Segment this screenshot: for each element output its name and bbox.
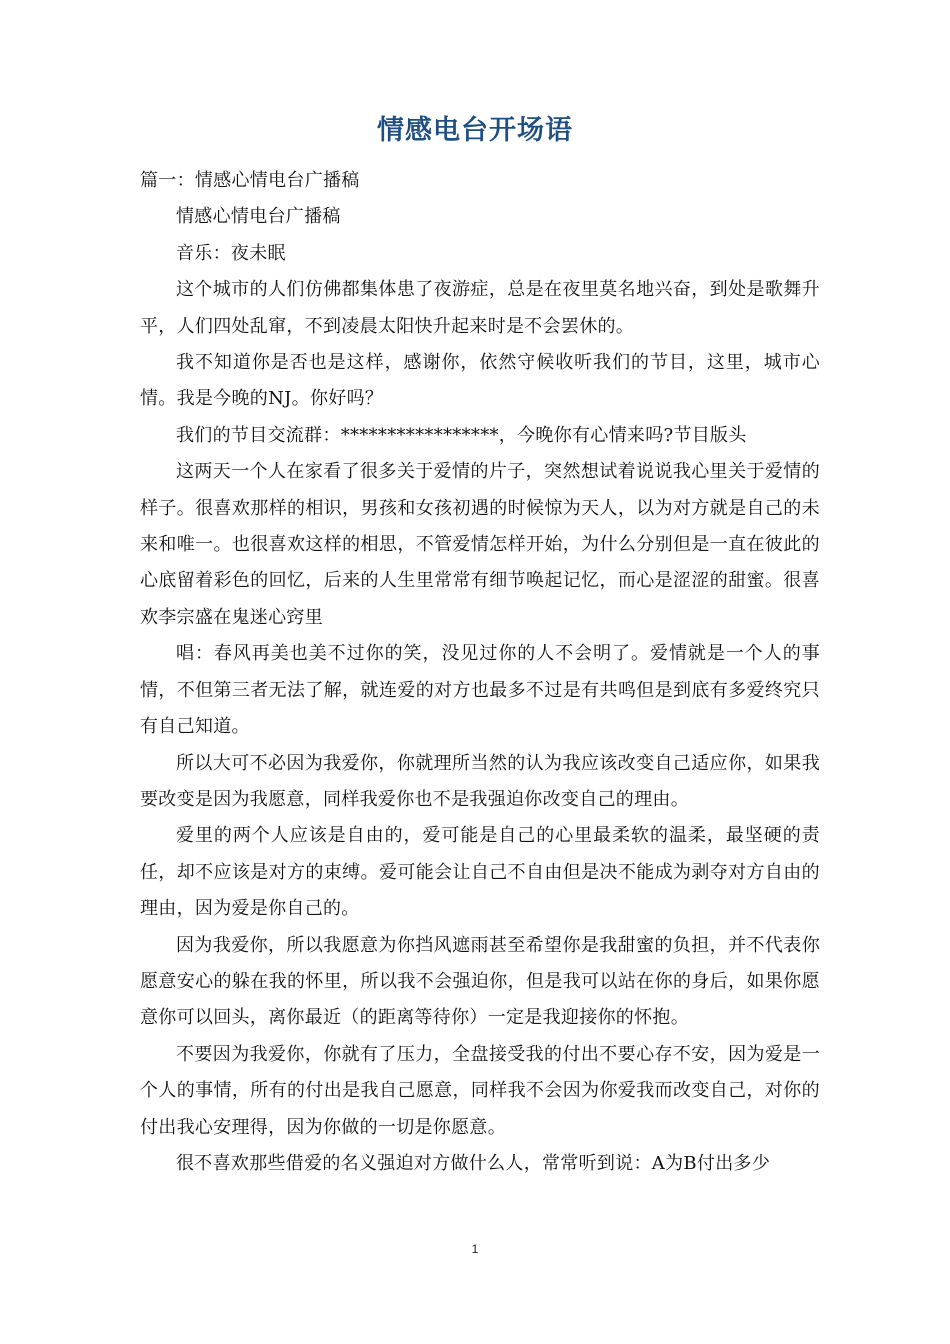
paragraph: 不要因为我爱你，你就有了压力，全盘接受我的付出不要心存不安，因为爱是一个人的事情，所有的付出是我自己愿意，同样我不会因为你爱我而改变自己，对你的付出我心安理得，因为你做的一切是你愿意。 (140, 1043, 820, 1138)
paragraph: 这个城市的人们仿佛都集体患了夜游症，总是在夜里莫名地兴奋，到处是歌舞升平，人们四处乱窜，不到凌晨太阳快升起来时是不会罢休的。 (140, 279, 820, 337)
document-title: 情感电台开场语 (377, 115, 573, 146)
paragraph: 爱里的两个人应该是自由的，爱可能是自己的心里最柔软的温柔，最坚硬的责任，却不应该是对方的束缚。爱可能会让自己不自由但是决不能成为剥夺对方自由的理由，因为爱是你自己的。 (140, 825, 820, 920)
paragraph: 音乐：夜未眠 (176, 242, 286, 264)
paragraph: 很不喜欢那些借爱的名义强迫对方做什么人，常常听到说：A为B付出多少 (176, 1152, 771, 1174)
paragraph: 我不知道你是否也是这样，感谢你，依然守候收听我们的节目，这里，城市心情。我是今晚的NJ。你好吗？ (140, 352, 820, 410)
section-heading: 篇一：情感心情电台广播稿 (140, 170, 360, 191)
document-body (140, 163, 820, 1182)
paragraph: 这两天一个人在家看了很多关于爱情的片子，突然想试着说说我心里关于爱情的样子。很喜欢那样的相识，男孩和女孩初遇的时候惊为天人，以为对方就是自己的未来和唯一。也很喜欢这样的相思，不管爱情怎样开始，为什么分别但是一直在彼此的心底留着彩色的回忆，后来的人生里常常有细节唤起记忆，而心是涩涩的甜蜜。很喜欢李宗盛在鬼迷心窍里 (140, 461, 820, 628)
page-number: 1 (471, 1242, 479, 1256)
paragraph: 我们的节目交流群：*****************，今晚你有心情来吗?节目版头 (176, 424, 747, 446)
paragraph: 所以大可不必因为我爱你，你就理所当然的认为我应该改变自己适应你，如果我要改变是因为我愿意，同样我爱你也不是我强迫你改变自己的理由。 (140, 752, 820, 810)
paragraph: 情感心情电台广播稿 (176, 206, 341, 228)
paragraph: 唱：春风再美也美不过你的笑，没见过你的人不会明了。爱情就是一个人的事情，不但第三者无法了解，就连爱的对方也最多不过是有共鸣但是到底有多爱终究只有自己知道。 (140, 643, 820, 738)
paragraph: 因为我爱你，所以我愿意为你挡风遮雨甚至希望你是我甜蜜的负担，并不代表你愿意安心的躲在我的怀里，所以我不会强迫你，但是我可以站在你的身后，如果你愿意你可以回头，离你最近（的距离等待你）一定是我迎接你的怀抱。 (140, 934, 820, 1029)
